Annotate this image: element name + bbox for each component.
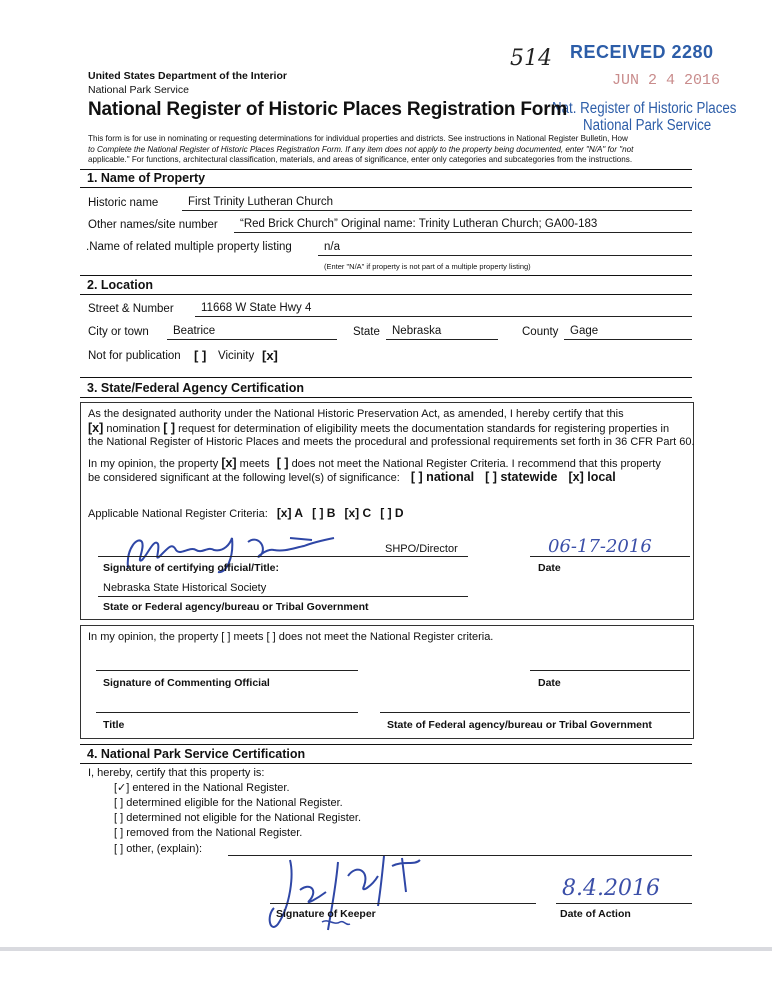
statewide-checkbox[interactable]: [ ] statewide: [485, 470, 558, 484]
certifying-date-line: [530, 556, 690, 557]
certifying-date-value: 06-17-2016: [548, 536, 652, 557]
certifying-agency-label: State or Federal agency/bureau or Tribal Government: [103, 601, 369, 613]
page-bottom-edge: [0, 947, 772, 951]
criteria-b-checkbox[interactable]: [ ] B: [312, 506, 336, 520]
not-meets-checkbox[interactable]: [ ]: [276, 456, 289, 470]
city-field[interactable]: Beatrice: [167, 325, 337, 340]
certifying-signature-line: [98, 556, 468, 557]
other-names-label: Other names/site number: [88, 219, 218, 231]
multiple-listing-note: (Enter "N/A" if property is not part of a multiple property listing): [324, 262, 531, 271]
cert-paragraph-line2: [x] nomination [ ] request for determination of eligibility meets the documentation standards for registering properties in: [88, 421, 670, 435]
local-checkbox[interactable]: [x] local: [568, 470, 616, 484]
nrhp-stamp-line2: National Park Service: [583, 117, 712, 134]
keeper-signature-line: [270, 903, 536, 904]
certifying-agency-value: Nebraska State Historical Society: [103, 582, 267, 594]
criteria-c-checkbox[interactable]: [x] C: [344, 506, 372, 520]
received-stamp: RECEIVED 2280: [570, 42, 714, 62]
historic-name-field[interactable]: First Trinity Lutheran Church: [182, 196, 692, 211]
handwritten-number: 514: [510, 46, 552, 71]
commenting-title-line[interactable]: [96, 712, 358, 713]
agency-name: National Park Service: [88, 84, 189, 96]
entered-option[interactable]: [✓] entered in the National Register.: [114, 782, 290, 794]
cert-paragraph-line3: the National Register of Historic Places and meets the procedural and professional requirements set forth in 36 CFR Part 60.: [88, 436, 695, 448]
certifying-title-value: SHPO/Director: [385, 543, 458, 555]
certifying-signature-label: Signature of certifying official/Title:: [103, 562, 279, 574]
state-field[interactable]: Nebraska: [386, 325, 498, 340]
criteria-line: Applicable National Register Criteria: [x] A [ ] B [x] C [ ] D: [88, 506, 404, 520]
city-label: City or town: [88, 326, 149, 338]
commenting-agency-label: State of Federal agency/bureau or Tribal Government: [387, 719, 652, 731]
vicinity-label: Vicinity: [218, 350, 255, 362]
criteria-d-checkbox[interactable]: [ ] D: [380, 506, 404, 520]
other-names-field[interactable]: “Red Brick Church” Original name: Trinity Lutheran Church; GA00-183: [234, 218, 692, 233]
street-field[interactable]: 11668 W State Hwy 4: [195, 302, 692, 317]
commenting-agency-line[interactable]: [380, 712, 690, 713]
opinion-line2: be considered significant at the following level(s) of significance: [ ] national [ ] statewide [x] local: [88, 470, 616, 484]
section2-heading: 2. Location: [80, 278, 692, 295]
other-option[interactable]: [ ] other, (explain):: [114, 843, 203, 855]
keeper-signature: [260, 846, 450, 942]
section4-heading: 4. National Park Service Certification: [80, 747, 692, 764]
request-checkbox[interactable]: [ ]: [163, 421, 176, 435]
certifying-agency-line: [98, 596, 468, 597]
national-checkbox[interactable]: [ ] national: [410, 470, 475, 484]
nrhp-stamp-line1: Nat. Register of Historic Places: [552, 100, 737, 117]
multiple-listing-field[interactable]: n/a: [318, 241, 692, 256]
action-date-line: [556, 903, 692, 904]
commenting-opinion: In my opinion, the property [ ] meets [ ] does not meet the National Register criteria.: [88, 631, 494, 643]
section3-top-rule: [80, 377, 692, 378]
removed-option[interactable]: [ ] removed from the National Register.: [114, 827, 303, 839]
opinion-line1: In my opinion, the property [x] meets [ ] does not meet the National Register Criteria. I recommend that this property: [88, 456, 661, 470]
vicinity-checkbox[interactable]: [x]: [262, 348, 278, 363]
section1-top-rule: [80, 169, 692, 170]
section1-heading: 1. Name of Property: [80, 171, 692, 188]
multiple-listing-label: .Name of related multiple property listing: [86, 241, 292, 253]
commenting-signature-line[interactable]: [96, 670, 358, 671]
keeper-signature-label: Signature of Keeper: [276, 908, 376, 920]
department-name: United States Department of the Interior: [88, 70, 287, 82]
section2-top-rule: [80, 275, 692, 276]
not-for-publication-checkbox[interactable]: [ ]: [194, 348, 207, 363]
determined-not-eligible-option[interactable]: [ ] determined not eligible for the National Register.: [114, 812, 362, 824]
state-label: State: [353, 326, 380, 338]
county-field[interactable]: Gage: [564, 325, 692, 340]
form-title: National Register of Historic Places Registration Form: [88, 99, 568, 120]
commenting-date-label: Date: [538, 677, 561, 689]
received-date-stamp: JUN 2 4 2016: [612, 72, 721, 89]
certifying-date-label: Date: [538, 562, 561, 574]
cert-paragraph-line1: As the designated authority under the National Historic Preservation Act, as amended, I hereby certify that this: [88, 408, 624, 420]
nomination-checkbox[interactable]: [x]: [88, 421, 104, 435]
commenting-title-label: Title: [103, 719, 125, 731]
commenting-signature-label: Signature of Commenting Official: [103, 677, 270, 689]
historic-name-label: Historic name: [88, 197, 159, 209]
determined-eligible-option[interactable]: [ ] determined eligible for the National Register.: [114, 797, 343, 809]
criteria-a-checkbox[interactable]: [x] A: [276, 506, 304, 520]
form-instructions: This form is for use in nominating or requesting determinations for individual properties and districts. See instructions in National Register Bulletin, How to Complete the National Register of Historic Places Registration Form. If any item does not apply to the property being documented, enter "N/A" for "not applicable." For functions, architectural classification, materials, and areas of significance, enter only categories and subcategories from the instructions.: [88, 134, 634, 164]
section4-top-rule: [80, 744, 692, 745]
commenting-date-line[interactable]: [530, 670, 690, 671]
street-label: Street & Number: [88, 303, 174, 315]
section3-heading: 3. State/Federal Agency Certification: [80, 381, 692, 398]
not-for-publication-label: Not for publication: [88, 350, 181, 362]
action-date-label: Date of Action: [560, 908, 631, 920]
nps-cert-intro: I, hereby, certify that this property is:: [88, 767, 265, 779]
meets-checkbox[interactable]: [x]: [221, 456, 237, 470]
county-label: County: [522, 326, 559, 338]
action-date-value: 8.4.2016: [562, 876, 660, 901]
